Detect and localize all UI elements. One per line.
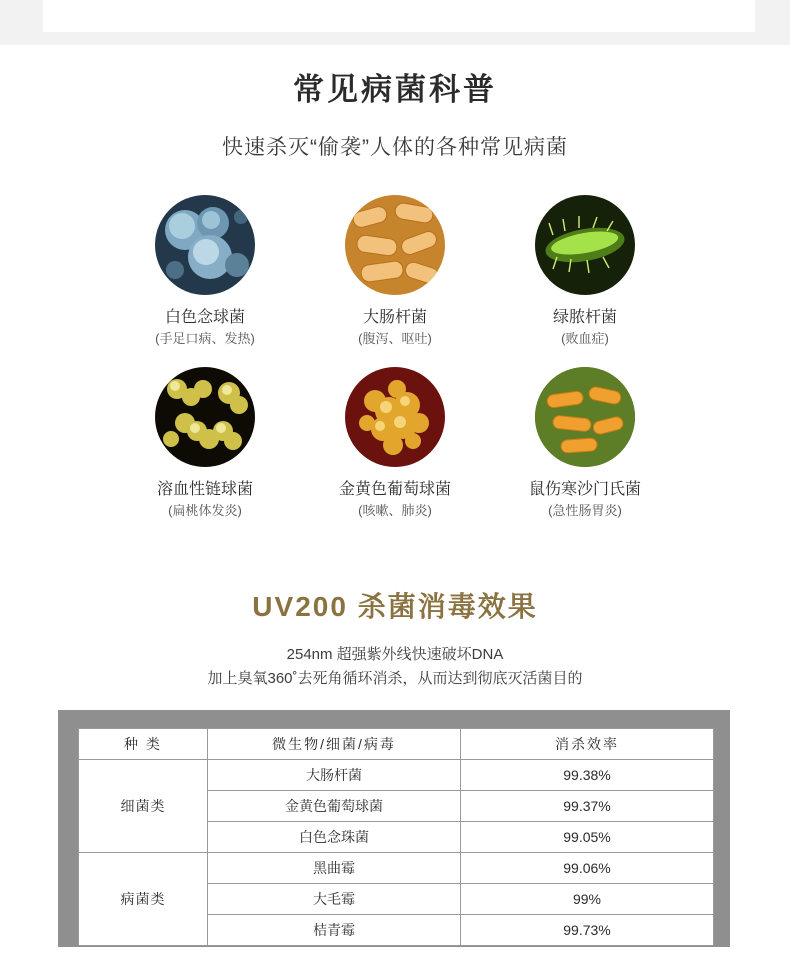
table-row — [79, 853, 714, 884]
streptococcus-photo — [155, 367, 255, 467]
germ-name: 鼠伤寒沙门氏菌 — [528, 481, 641, 498]
page-subtitle: 快速杀灭“偷袭”人体的各种常见病菌 — [222, 136, 568, 159]
table-cell-rate: 99.73% — [461, 915, 714, 946]
bottom-white-strip — [0, 947, 790, 967]
germ-grid — [110, 195, 680, 539]
germ-name: 白色念球菌 — [164, 309, 245, 326]
table-header-row — [79, 729, 714, 760]
top-background-strip — [0, 0, 790, 45]
salmonella-photo — [535, 367, 635, 467]
uv-description-line-2: 加上臭氧360˚去死角循环消杀，从而达到彻底灭活菌目的 — [207, 670, 583, 687]
germ-name: 溶血性链球菌 — [156, 481, 253, 498]
table-cell-rate: 99.05% — [461, 822, 714, 853]
table-cell-microbe: 白色念珠菌 — [208, 822, 461, 853]
table-row — [79, 760, 714, 791]
germ-item — [300, 367, 490, 521]
page-title: 常见病菌科普 — [293, 72, 497, 107]
germ-desc: (败血症) — [561, 331, 609, 346]
germ-desc: (咳嗽、肺炎) — [358, 503, 432, 518]
table-group-kind: 病菌类 — [79, 853, 208, 946]
germ-name: 大肠杆菌 — [362, 309, 427, 326]
germ-item — [110, 367, 300, 521]
efficiency-table-panel — [58, 710, 730, 966]
table-cell-rate: 99% — [461, 884, 714, 915]
germ-item — [300, 195, 490, 349]
germ-item — [490, 195, 680, 349]
staphylococcus-photo — [345, 367, 445, 467]
table-cell-microbe: 大毛霉 — [208, 884, 461, 915]
table-group-kind: 细菌类 — [79, 760, 208, 853]
table-cell-microbe: 大肠杆菌 — [208, 760, 461, 791]
germ-item — [110, 195, 300, 349]
table-cell-microbe: 黑曲霉 — [208, 853, 461, 884]
efficiency-table — [78, 728, 714, 946]
table-cell-rate: 99.06% — [461, 853, 714, 884]
top-white-panel — [43, 0, 755, 32]
germ-name: 绿脓杆菌 — [552, 309, 617, 326]
germ-name: 金黄色葡萄球菌 — [338, 481, 451, 498]
germ-desc: (急性肠胃炎) — [548, 503, 622, 518]
germ-desc: (扁桃体发炎) — [168, 503, 242, 518]
table-header-microbe: 微生物/细菌/病毒 — [208, 729, 461, 760]
germ-desc: (腹泻、呕吐) — [358, 331, 432, 346]
e-coli-photo — [345, 195, 445, 295]
germ-desc: (手足口病、发热) — [155, 331, 255, 346]
table-header-kind: 种 类 — [79, 729, 208, 760]
uv-section-title: UV200 杀菌消毒效果 — [252, 591, 538, 622]
table-cell-microbe: 金黄色葡萄球菌 — [208, 791, 461, 822]
germ-item — [490, 367, 680, 521]
table-cell-rate: 99.37% — [461, 791, 714, 822]
pseudomonas-photo — [535, 195, 635, 295]
table-cell-rate: 99.38% — [461, 760, 714, 791]
table-cell-microbe: 桔青霉 — [208, 915, 461, 946]
uv-description-line-1: 254nm 超强紫外线快速破坏DNA — [286, 646, 504, 663]
candida-albicans-photo — [155, 195, 255, 295]
table-header-rate: 消杀效率 — [461, 729, 714, 760]
